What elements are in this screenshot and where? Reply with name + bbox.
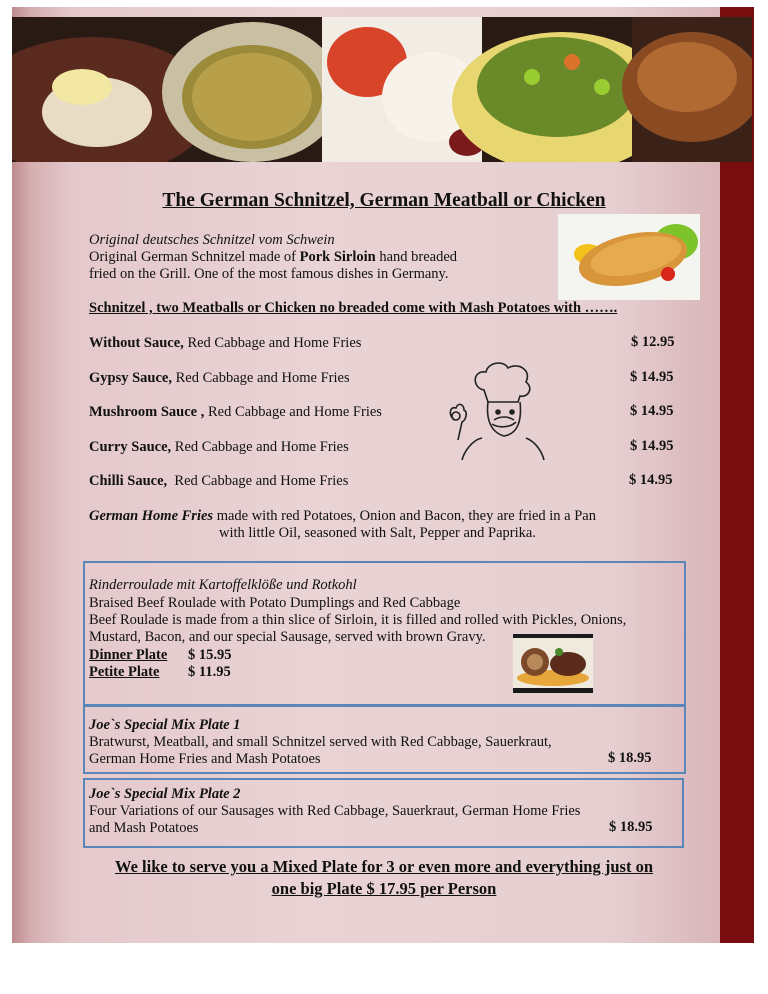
home-fries-line1 — [89, 507, 596, 525]
menu-item-desc: Red Cabbage and Home Fries — [174, 473, 349, 489]
menu-item-name: Without Sauce, — [89, 335, 184, 351]
menu-item-row — [89, 403, 382, 421]
menu-item-price: $ 14.95 — [630, 369, 674, 385]
menu-item-desc: Red Cabbage and Home Fries — [207, 404, 382, 420]
mix-plate-2-title: Joe`s Special Mix Plate 2 — [89, 786, 241, 802]
footer-line1: We like to serve you a Mixed Plate for 3 or even more and everything just on — [114, 857, 653, 876]
menu-item-row — [89, 334, 361, 352]
petite-plate-price: $ 11.95 — [188, 664, 231, 680]
home-fries-desc: made with red Potatoes, Onion and Bacon, they are fried in a Pan — [216, 508, 596, 524]
menu-item-row — [89, 438, 349, 456]
dinner-plate-price: $ 15.95 — [188, 647, 232, 663]
menu-item-desc: Red Cabbage and Home Fries — [174, 439, 349, 455]
mix-plate-1-line1: Bratwurst, Meatball, and small Schnitzel served with Red Cabbage, Sauerkraut, — [89, 734, 552, 750]
home-fries-name: German Home Fries — [89, 508, 214, 524]
menu-item-row — [89, 472, 348, 490]
menu-item-name: Curry Sauce, — [89, 439, 172, 455]
pork-sirloin-label: Pork Sirloin — [299, 249, 376, 265]
roulade-illustration — [513, 634, 593, 693]
roulade-german-name: Rinderroulade mit Kartoffelklöße und Rotkohl — [89, 577, 357, 593]
mix-plate-1-title: Joe`s Special Mix Plate 1 — [89, 717, 241, 733]
menu-item-desc: Red Cabbage and Home Fries — [175, 370, 350, 386]
schnitzel-german-name: Original deutsches Schnitzel vom Schwein — [89, 232, 335, 248]
schnitzel-illustration — [558, 214, 700, 300]
menu-item-price: $ 14.95 — [629, 472, 673, 488]
banner-illustration — [12, 17, 752, 162]
mix-plate-1-price: $ 18.95 — [608, 750, 652, 766]
menu-item-name: Chilli Sauce, — [89, 473, 168, 489]
schnitzel-desc-prefix: Original German Schnitzel made of — [89, 249, 296, 265]
roulade-photo — [513, 634, 593, 693]
mix-plate-1-line2: German Home Fries and Mash Potatoes — [89, 751, 321, 767]
chef-illustration — [442, 360, 550, 462]
home-fries-line2: with little Oil, seasoned with Salt, Pepper and Paprika. — [219, 525, 536, 541]
menu-item-row — [89, 369, 350, 387]
section-title: The German Schnitzel, German Meatball or Chicken — [162, 190, 606, 211]
menu-item-price: $ 12.95 — [631, 334, 675, 350]
menu-item-price: $ 14.95 — [630, 438, 674, 454]
footer-line2: one big Plate $ 17.95 per Person — [271, 879, 497, 898]
menu-item-name: Gypsy Sauce, — [89, 370, 172, 386]
menu-item-desc: Red Cabbage and Home Fries — [187, 335, 362, 351]
roulade-line1: Braised Beef Roulade with Potato Dumplings and Red Cabbage — [89, 595, 461, 611]
schnitzel-sides-intro: Schnitzel , two Meatballs or Chicken no breaded come with Mash Potatoes with ……. — [89, 300, 618, 316]
schnitzel-photo — [558, 214, 700, 300]
roulade-line2: Beef Roulade is made from a thin slice of Sirloin, it is filled and rolled with Pickles, Onions, — [89, 612, 627, 628]
schnitzel-description-line2: fried on the Grill. One of the most famous dishes in Germany. — [89, 266, 449, 282]
mix-plate-2-line2: and Mash Potatoes — [89, 820, 199, 836]
petite-plate-label: Petite Plate — [89, 664, 160, 680]
schnitzel-description-line1 — [89, 248, 457, 266]
roulade-line3: Mustard, Bacon, and our special Sausage, served with brown Gravy. — [89, 629, 486, 645]
chef-icon — [442, 360, 550, 462]
mix-plate-2-price: $ 18.95 — [609, 819, 653, 835]
dinner-plate-label: Dinner Plate — [89, 647, 168, 663]
food-banner-image — [12, 17, 752, 162]
menu-item-name: Mushroom Sauce , — [89, 404, 205, 420]
mix-plate-2-line1: Four Variations of our Sausages with Red Cabbage, Sauerkraut, German Home Fries — [89, 803, 581, 819]
schnitzel-desc-suffix: hand breaded — [379, 249, 458, 265]
menu-item-price: $ 14.95 — [630, 403, 674, 419]
